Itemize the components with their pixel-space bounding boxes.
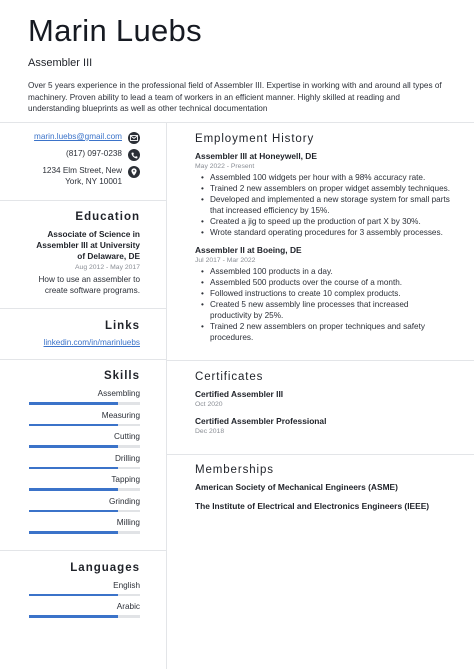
contact-section	[0, 123, 166, 200]
skill-level-fill	[29, 424, 118, 427]
profile-summary: Over 5 years experience in the professional field of Assembler III. Expertise in working with and around all types of machinery. Proven ability to lead a team of workers in an efficient manner. Highly skilled at reading and understanding blueprints as well as other technical documentation	[28, 81, 442, 114]
job-bullet: • Trained 2 new assemblers on proper techniques and safety procedures.	[201, 322, 451, 344]
job-bullets	[201, 267, 451, 343]
job-bullet: • Created 5 new assembly line processes that increased productivity by 25%.	[201, 300, 451, 322]
education-description: How to use an assembler to create software programs.	[38, 275, 140, 295]
job-entry	[195, 245, 451, 343]
language-level-fill	[29, 615, 118, 618]
skill-level-fill	[29, 531, 118, 534]
certificates-heading: Certificates	[195, 371, 264, 383]
phone-number: (817) 097-0238	[66, 149, 122, 158]
skill-name: Drilling	[114, 453, 140, 463]
skill-level-bar	[29, 488, 140, 491]
membership-item: American Society of Mechanical Engineers (ASME)	[195, 482, 398, 492]
education-degree: Associate of Science in Assembler III at University of Delaware, DE	[36, 229, 140, 262]
skill-item	[28, 517, 140, 534]
linkedin-link[interactable]: linkedin.com/in/marinluebs	[43, 338, 140, 348]
language-level-bar	[29, 594, 140, 597]
job-bullet: • Developed and implemented a new storage system for small parts that increased efficiency by 15%.	[201, 195, 451, 217]
language-item	[28, 601, 140, 618]
phone-icon	[128, 149, 140, 161]
skill-item	[28, 474, 140, 491]
section-divider	[167, 360, 474, 361]
skill-name: Assembling	[97, 389, 140, 399]
language-name: Arabic	[116, 602, 140, 612]
skill-level-bar	[29, 531, 140, 534]
job-entry	[195, 151, 451, 238]
job-bullet: • Wrote standard operating procedures for 3 assembly processes.	[201, 228, 451, 239]
education-dates: Aug 2012 - May 2017	[75, 264, 140, 272]
email-link[interactable]: marin.luebs@gmail.com	[34, 132, 122, 141]
employment-section	[195, 123, 451, 344]
candidate-name: Marin Luebs	[28, 13, 202, 48]
job-bullet: • Trained 2 new assemblers on proper widget assembly techniques.	[201, 184, 451, 195]
job-bullets	[201, 173, 451, 238]
skill-level-bar	[29, 402, 140, 405]
job-title: Assembler III at Honeywell, DE	[195, 151, 317, 161]
contact-email-row	[28, 132, 140, 144]
email-icon	[128, 132, 140, 144]
job-dates: May 2022 - Present	[195, 163, 255, 170]
language-item	[28, 580, 140, 597]
skill-name: Measuring	[101, 410, 140, 420]
section-divider	[167, 454, 474, 455]
skill-name: Grinding	[109, 496, 140, 506]
language-level-bar	[29, 615, 140, 618]
left-column	[0, 123, 166, 623]
skill-name: Milling	[116, 518, 140, 528]
skill-level-bar	[29, 445, 140, 448]
skill-level-bar	[29, 467, 140, 470]
skill-level-fill	[29, 402, 118, 405]
location-pin-icon	[128, 166, 140, 178]
certificate-date: Oct 2020	[195, 401, 223, 408]
address: 1234 Elm Street, New York, NY 10001	[42, 166, 122, 186]
skill-level-fill	[29, 488, 118, 491]
certificates-section	[195, 371, 451, 435]
certificate-date: Dec 2018	[195, 428, 225, 435]
right-column	[195, 123, 451, 344]
memberships-heading: Memberships	[195, 464, 274, 476]
resume-header	[28, 14, 448, 115]
languages-heading: Languages	[70, 561, 140, 574]
membership-item: The Institute of Electrical and Electronics Engineers (IEEE)	[195, 501, 430, 511]
language-level-fill	[29, 594, 118, 597]
column-divider	[166, 123, 167, 669]
skill-name: Cutting	[114, 432, 140, 442]
skill-item	[28, 453, 140, 470]
certificate-title: Certified Assembler Professional	[195, 416, 327, 426]
links-section	[0, 309, 166, 359]
skill-level-bar	[29, 510, 140, 513]
employment-heading: Employment History	[195, 133, 315, 145]
skill-level-fill	[29, 445, 118, 448]
skill-item	[28, 496, 140, 513]
job-title: Assembler II at Boeing, DE	[195, 245, 302, 256]
languages-section	[0, 551, 166, 618]
language-name: English	[113, 580, 140, 590]
certificate-title: Certified Assembler III	[195, 389, 284, 399]
skill-level-fill	[29, 510, 118, 513]
skills-heading: Skills	[103, 370, 140, 383]
job-bullet: • Assembled 500 products over the course of a month.	[201, 278, 451, 289]
job-bullet: • Created a jig to speed up the production of part X by 30%.	[201, 217, 451, 228]
skills-section	[0, 360, 166, 550]
candidate-job-title: Assembler III	[28, 57, 93, 69]
contact-phone-row	[28, 149, 140, 161]
skill-item	[28, 431, 140, 448]
skill-item	[28, 410, 140, 427]
memberships-section	[195, 464, 451, 512]
education-heading: Education	[75, 211, 140, 224]
skill-item	[28, 388, 140, 405]
job-bullet: • Assembled 100 widgets per hour with a 98% accuracy rate.	[201, 173, 451, 184]
skill-level-fill	[29, 467, 118, 470]
job-bullet: • Followed instructions to create 10 complex products.	[201, 289, 451, 300]
contact-address-row	[28, 166, 140, 187]
education-section	[0, 201, 166, 308]
skill-level-bar	[29, 424, 140, 427]
job-dates: Jul 2017 - Mar 2022	[195, 257, 256, 265]
links-heading: Links	[104, 320, 140, 333]
skill-name: Tapping	[111, 475, 140, 485]
job-bullet: • Assembled 100 products in a day.	[201, 267, 451, 278]
